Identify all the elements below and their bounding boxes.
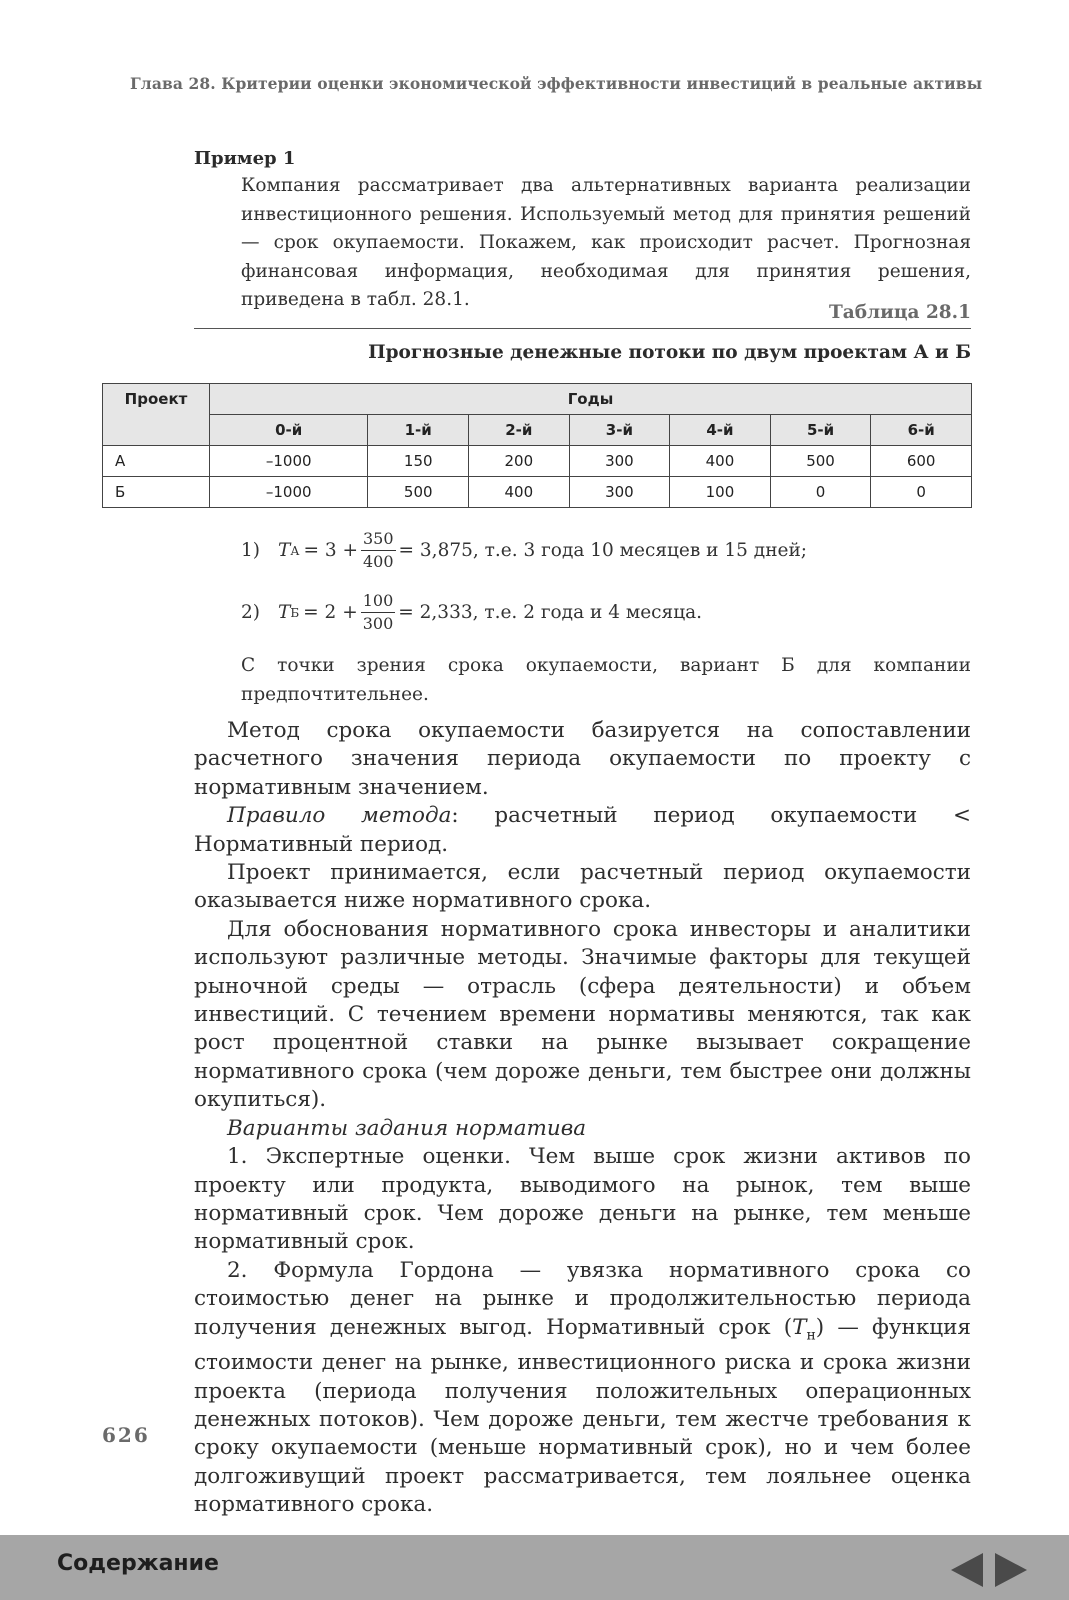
paragraph: 1. Экспертные оценки. Чем выше срок жизни активов по проекту или продукта, выводимого на рынок, тем выше нормативный срок. Чем дороже деньги на рынке, тем меньше нормативный срок.	[194, 1144, 971, 1255]
project-label: А	[103, 446, 210, 477]
formula-subscript: Б	[290, 605, 300, 620]
page-number: 626	[102, 1423, 150, 1447]
example-title: Пример 1	[194, 148, 296, 169]
example-conclusion: С точки зрения срока окупаемости, вариант Б для компании предпочтительнее.	[241, 655, 971, 705]
table-number: Таблица 28.1	[828, 302, 971, 323]
table-cell: 150	[368, 446, 469, 477]
year-header: 6-й	[871, 415, 972, 446]
triangle-right-icon[interactable]	[995, 1553, 1027, 1587]
paragraph-text: ) — функция стоимости денег на рынке, инвестиционного риска и срока жизни проекта (периода получения положительных операционных денежных потоков). Чем дороже деньги, тем жестче требования к сроку окупаемости (меньше нормативный срок), но и чем более долгоживущий проект рассматривается, тем лояльнее оценка нормативного срока.	[194, 1314, 971, 1518]
formula-number: 2)	[241, 602, 260, 623]
fraction-numerator: 350	[361, 528, 396, 551]
table-cell: 100	[670, 477, 771, 508]
year-header: 2-й	[469, 415, 570, 446]
rule-text: : расчетный период окупаемости < Нормативный период.	[194, 803, 971, 857]
fraction-numerator: 100	[361, 590, 396, 613]
table-cell: 600	[871, 446, 972, 477]
year-header: 5-й	[770, 415, 871, 446]
paragraph-text: 2. Формула Гордона — увязка нормативного срока со стоимостью денег на рынке и продолжительностью периода получения денежных выгод. Нормативный срок (	[194, 1257, 971, 1340]
year-header: 1-й	[368, 415, 469, 446]
formula-variable: T	[278, 540, 291, 561]
year-header: 3-й	[569, 415, 670, 446]
formula-subscript: н	[806, 1326, 816, 1343]
year-header: 0-й	[210, 415, 368, 446]
formula-rhs: = 3,875, т.е. 3 года 10 месяцев и 15 дней;	[398, 540, 808, 561]
table-cell: 0	[871, 477, 972, 508]
table-cell: 0	[770, 477, 871, 508]
formula-subscript: А	[290, 543, 300, 558]
fraction-denominator: 300	[362, 614, 394, 633]
paragraph: Для обоснования нормативного срока инвесторы и аналитики используют различные методы. Значимые факторы для текущей рыночной среды — отрасль (сфера деятельности) и объем инвестиций. С течением времени нормативы меняются, так как рост процентной ставки на рынке вызывает сокращение нормативного срока (чем дороже деньги, тем быстрее они должны окупиться).	[194, 916, 971, 1113]
contents-button[interactable]: Содержание	[57, 1551, 219, 1576]
table-row	[103, 446, 972, 477]
main-text	[194, 717, 971, 1520]
formula-lhs: = 2 +	[303, 602, 358, 623]
formula-fraction	[361, 590, 396, 635]
formula-variable: T	[278, 602, 291, 623]
example-text: Компания рассматривает два альтернативных варианта реализации инвестиционного решения. Используемый метод для принятия решений — срок окупаемости. Покажем, как происходит расчет. Прогнозная финансовая информация, необходимая для принятия решения, приведена в табл. 28.1.	[241, 175, 971, 310]
table-title: Прогнозные денежные потоки по двум проектам А и Б	[368, 342, 971, 363]
paragraph	[194, 1257, 971, 1520]
table-cell: –1000	[210, 477, 368, 508]
years-row	[103, 415, 972, 446]
formula-lhs: = 3 +	[303, 540, 358, 561]
table-cell: 400	[670, 446, 771, 477]
table-cell: 500	[368, 477, 469, 508]
cash-flow-table	[102, 383, 972, 508]
formula-fraction	[361, 528, 396, 573]
subheading	[194, 1115, 971, 1143]
rule-term: Правило метода	[227, 803, 452, 829]
year-header: 4-й	[670, 415, 771, 446]
project-label: Б	[103, 477, 210, 508]
paragraph: Проект принимается, если расчетный период окупаемости оказывается ниже нормативного срока.	[194, 860, 971, 914]
table-cell: 300	[569, 446, 670, 477]
navigation-bar	[0, 1535, 1069, 1600]
table-cell: 200	[469, 446, 570, 477]
subheading-text: Варианты задания норматива	[227, 1115, 587, 1141]
years-header: Годы	[210, 384, 972, 415]
table-rule	[194, 328, 971, 329]
table-row	[103, 477, 972, 508]
paragraph	[194, 802, 971, 859]
table-cell: 300	[569, 477, 670, 508]
table-cell: –1000	[210, 446, 368, 477]
fraction-denominator: 400	[362, 552, 394, 571]
formula-b	[241, 590, 702, 635]
project-header: Проект	[103, 384, 210, 446]
paragraph: Метод срока окупаемости базируется на сопоставлении расчетного значения периода окупаемости по проекту с нормативным значением.	[194, 718, 971, 800]
triangle-left-icon[interactable]	[951, 1553, 983, 1587]
formula-a	[241, 528, 807, 573]
table-cell: 500	[770, 446, 871, 477]
running-header: Глава 28. Критерии оценки экономической эффективности инвестиций в реальные активы	[130, 74, 983, 93]
formula-variable: T	[792, 1314, 807, 1340]
table-cell: 400	[469, 477, 570, 508]
formula-rhs: = 2,333, т.е. 2 года и 4 месяца.	[398, 602, 703, 623]
formula-number: 1)	[241, 540, 260, 561]
